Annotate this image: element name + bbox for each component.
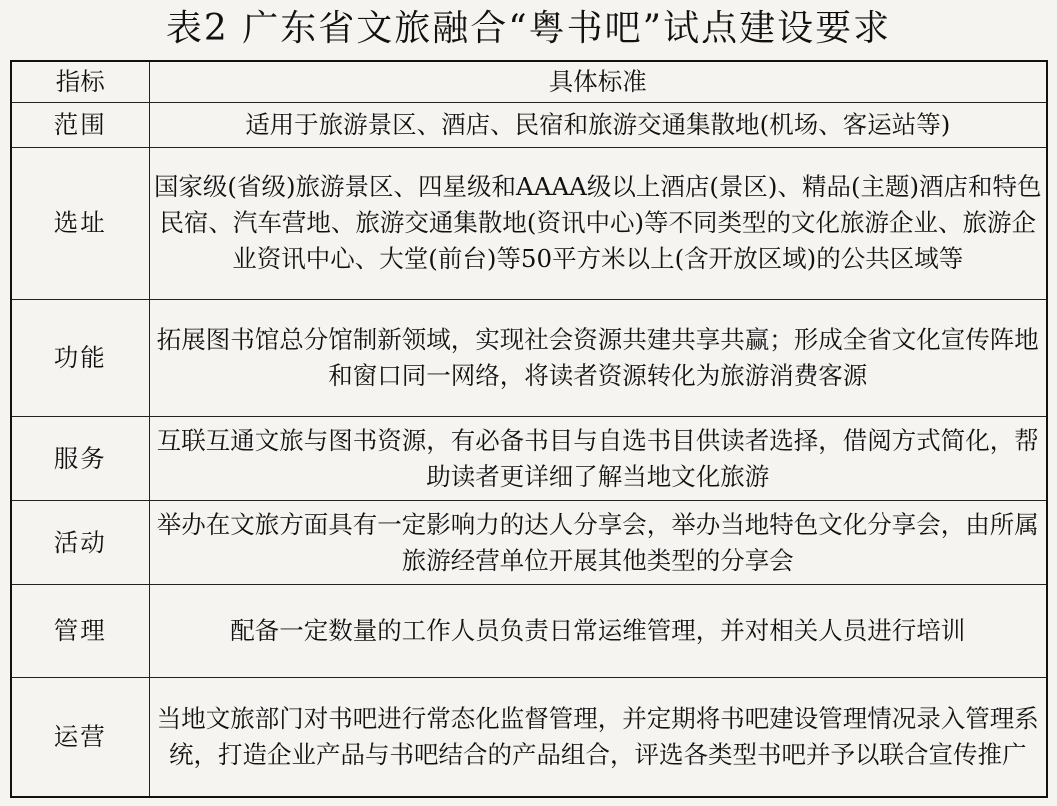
indicator-cell: 管理 <box>11 585 149 677</box>
indicator-cell: 服务 <box>11 417 149 501</box>
criteria-cell: 拓展图书馆总分馆制新领域，实现社会资源共建共享共赢；形成全省文化宣传阵地和窗口同一网络，将读者资源转化为旅游消费客源 <box>149 300 1047 417</box>
table-row-management <box>11 585 1047 677</box>
table-row-service <box>11 417 1047 501</box>
indicator-cell: 运营 <box>11 677 149 797</box>
criteria-cell: 国家级(省级)旅游景区、四星级和AAAA级以上酒店(景区)、精品(主题)酒店和特色民宿、汽车营地、旅游交通集散地(资讯中心)等不同类型的文化旅游企业、旅游企业资讯中心、大堂(前台)等50平方米以上(含开放区域)的公共区域等 <box>149 147 1047 299</box>
criteria-cell: 适用于旅游景区、酒店、民宿和旅游交通集散地(机场、客运站等) <box>149 103 1047 148</box>
indicator-cell: 功能 <box>11 300 149 417</box>
table-row-activity <box>11 501 1047 585</box>
criteria-cell: 当地文旅部门对书吧进行常态化监督管理，并定期将书吧建设管理情况录入管理系统，打造企业产品与书吧结合的产品组合，评选各类型书吧并予以联合宣传推广 <box>149 677 1047 797</box>
indicator-cell: 活动 <box>11 501 149 585</box>
table-header-row <box>11 61 1047 103</box>
criteria-cell: 互联互通文旅与图书资源，有必备书目与自选书目供读者选择，借阅方式简化，帮助读者更详细了解当地文化旅游 <box>149 417 1047 501</box>
table-row-site <box>11 147 1047 299</box>
indicator-cell: 选址 <box>11 147 149 299</box>
table-row-scope <box>11 103 1047 148</box>
table-title: 表2 广东省文旅融合“粤书吧”试点建设要求 <box>165 8 892 49</box>
criteria-cell: 举办在文旅方面具有一定影响力的达人分享会，举办当地特色文化分享会，由所属旅游经营单位开展其他类型的分享会 <box>149 501 1047 585</box>
header-indicator: 指标 <box>11 61 149 103</box>
header-criteria: 具体标准 <box>149 61 1047 103</box>
requirements-table <box>10 60 1048 798</box>
table-row-function <box>11 300 1047 417</box>
criteria-cell: 配备一定数量的工作人员负责日常运维管理，并对相关人员进行培训 <box>149 585 1047 677</box>
indicator-cell: 范围 <box>11 103 149 148</box>
table-row-operation <box>11 677 1047 797</box>
